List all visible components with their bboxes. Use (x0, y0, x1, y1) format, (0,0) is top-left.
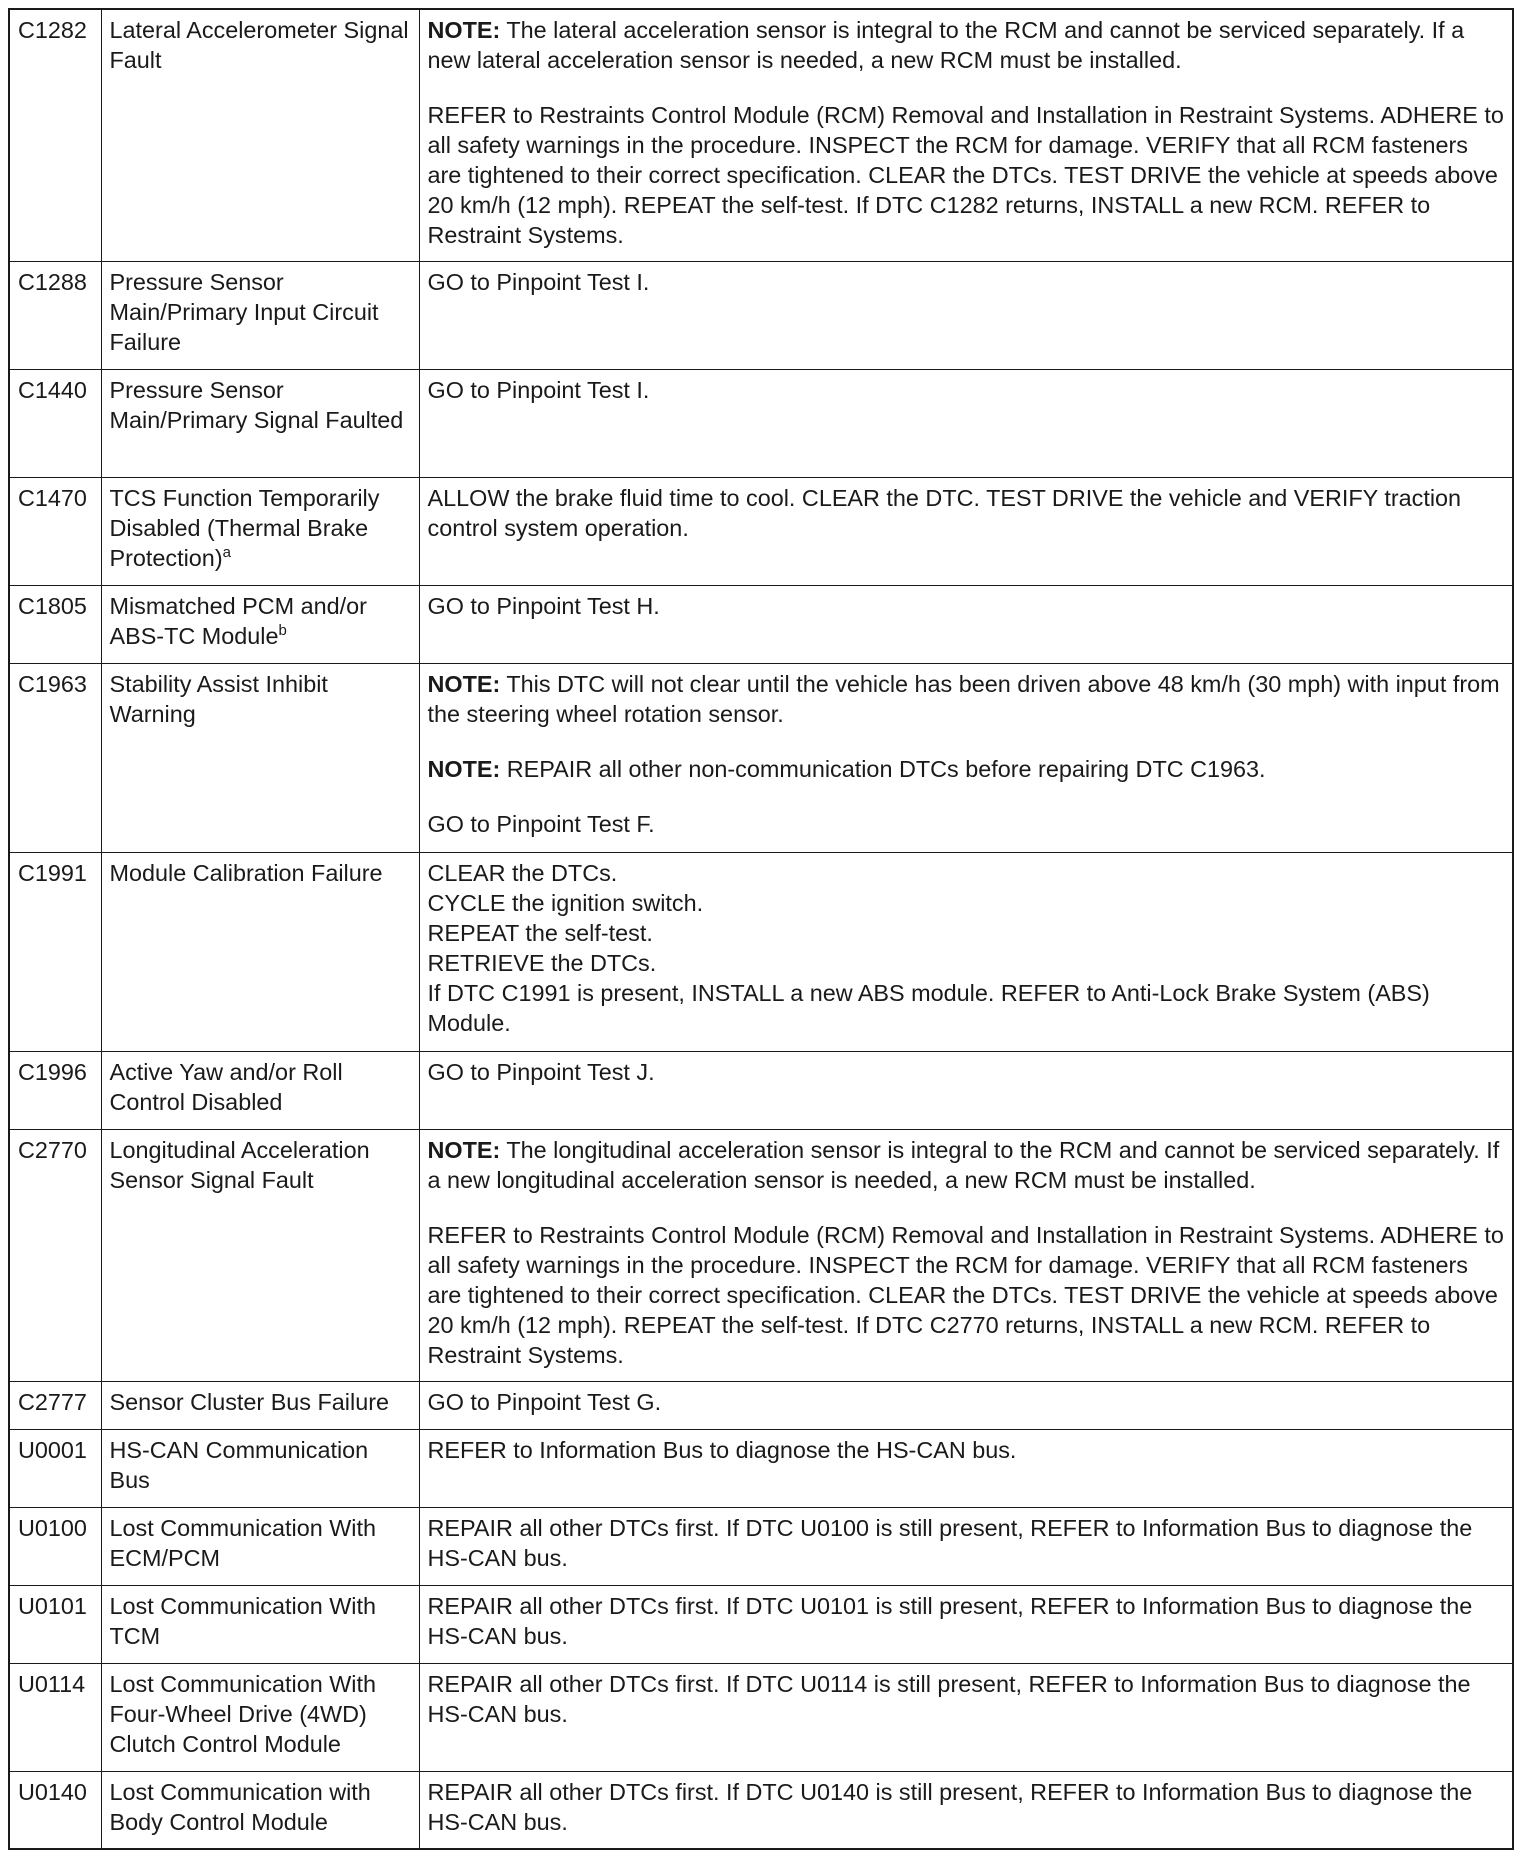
note-text: The lateral acceleration sensor is integral to the RCM and cannot be serviced separately. If a new lateral acceleration sensor is needed, a new RCM must be installed. (427, 17, 1465, 73)
table-row (9, 1051, 1513, 1129)
dtc-code: C1440 (9, 369, 101, 477)
dtc-code: C1996 (9, 1051, 101, 1129)
dtc-description: Lost Communication With Four-Wheel Drive (4WD) Clutch Control Module (101, 1663, 419, 1771)
dtc-description: Module Calibration Failure (101, 852, 419, 1051)
dtc-description: Lost Communication With TCM (101, 1585, 419, 1663)
dtc-description (101, 477, 419, 585)
note-paragraph (428, 15, 1505, 75)
dtc-code: U0001 (9, 1429, 101, 1507)
dtc-description (101, 585, 419, 663)
table-row (9, 1507, 1513, 1585)
table-row (9, 663, 1513, 852)
table-row (9, 261, 1513, 369)
dtc-action: GO to Pinpoint Test H. (419, 585, 1513, 663)
note-paragraph (428, 754, 1505, 784)
table-row (9, 1585, 1513, 1663)
dtc-description: Lost Communication with Body Control Module (101, 1771, 419, 1849)
note-paragraph (428, 1135, 1505, 1195)
dtc-description: Stability Assist Inhibit Warning (101, 663, 419, 852)
dtc-code: C1805 (9, 585, 101, 663)
dtc-action: GO to Pinpoint Test I. (419, 369, 1513, 477)
dtc-action: GO to Pinpoint Test J. (419, 1051, 1513, 1129)
dtc-code: C1963 (9, 663, 101, 852)
dtc-action: GO to Pinpoint Test G. (419, 1381, 1513, 1429)
table-row (9, 852, 1513, 1051)
dtc-description: Lateral Accelerometer Signal Fault (101, 9, 419, 261)
dtc-table (8, 8, 1514, 1850)
dtc-code: C1288 (9, 261, 101, 369)
note-text: REPAIR all other non-communication DTCs before repairing DTC C1963. (500, 755, 1266, 782)
note-label: NOTE: (427, 670, 501, 697)
note-label: NOTE: (427, 755, 501, 782)
note-text: The longitudinal acceleration sensor is integral to the RCM and cannot be serviced separately. If a new longitudinal acceleration sensor is needed, a new RCM must be installed. (427, 1136, 1500, 1193)
dtc-description: Sensor Cluster Bus Failure (101, 1381, 419, 1429)
note-label: NOTE: (427, 17, 501, 43)
table-row (9, 477, 1513, 585)
action-line: CLEAR the DTCs. (427, 859, 618, 886)
dtc-action (419, 9, 1513, 261)
table-row (9, 1129, 1513, 1381)
action-text: REFER to Restraints Control Module (RCM) Removal and Installation in Restraint Systems. ADHERE to all safety warnings in the procedure. INSPECT the RCM for damage. VERIFY that all RCM fasteners are tightened to their correct specification. CLEAR the DTCs. TEST DRIVE the vehicle at speeds above 20 km/h (12 mph). REPEAT the self-test. If DTC C2770 returns, INSTALL a new RCM. REFER to Restraint Systems. (427, 1221, 1504, 1368)
description-text: TCS Function Temporarily Disabled (Thermal Brake Protection) (109, 484, 380, 571)
table-row (9, 585, 1513, 663)
dtc-code: U0100 (9, 1507, 101, 1585)
dtc-action: REPAIR all other DTCs first. If DTC U0114 is still present, REFER to Information Bus to diagnose the HS-CAN bus. (419, 1663, 1513, 1771)
dtc-action (419, 852, 1513, 1051)
dtc-code: C1991 (9, 852, 101, 1051)
dtc-code: C1282 (9, 9, 101, 261)
footnote-marker: b (278, 621, 287, 639)
action-line: RETRIEVE the DTCs. (427, 949, 657, 976)
note-text: This DTC will not clear until the vehicle has been driven above 48 km/h (30 mph) with input from the steering wheel rotation sensor. (427, 670, 1500, 727)
table-row (9, 369, 1513, 477)
dtc-action: REPAIR all other DTCs first. If DTC U0101 is still present, REFER to Information Bus to diagnose the HS-CAN bus. (419, 1585, 1513, 1663)
dtc-description: Pressure Sensor Main/Primary Input Circuit Failure (101, 261, 419, 369)
dtc-action: GO to Pinpoint Test I. (419, 261, 1513, 369)
action-text: REFER to Restraints Control Module (RCM) Removal and Installation in Restraint Systems. ADHERE to all safety warnings in the procedure. INSPECT the RCM for damage. VERIFY that all RCM fasteners are tightened to their correct specification. CLEAR the DTCs. TEST DRIVE the vehicle at speeds above 20 km/h (12 mph). REPEAT the self-test. If DTC C1282 returns, INSTALL a new RCM. REFER to Restraint Systems. (427, 102, 1504, 248)
dtc-description: Lost Communication With ECM/PCM (101, 1507, 419, 1585)
footnote-marker: a (222, 543, 231, 561)
dtc-action (419, 663, 1513, 852)
dtc-description: Pressure Sensor Main/Primary Signal Faulted (101, 369, 419, 477)
dtc-action: REFER to Information Bus to diagnose the HS-CAN bus. (419, 1429, 1513, 1507)
dtc-code: C2777 (9, 1381, 101, 1429)
dtc-action: ALLOW the brake fluid time to cool. CLEAR the DTC. TEST DRIVE the vehicle and VERIFY traction control system operation. (419, 477, 1513, 585)
dtc-description: Active Yaw and/or Roll Control Disabled (101, 1051, 419, 1129)
note-paragraph (428, 669, 1505, 729)
table-row (9, 9, 1513, 261)
table-row (9, 1771, 1513, 1849)
dtc-code: U0140 (9, 1771, 101, 1849)
note-label: NOTE: (427, 1136, 501, 1163)
action-line: REPEAT the self-test. (427, 919, 653, 946)
table-row (9, 1663, 1513, 1771)
action-line: CYCLE the ignition switch. (427, 889, 704, 916)
dtc-action: REPAIR all other DTCs first. If DTC U0140 is still present, REFER to Information Bus to diagnose the HS-CAN bus. (419, 1771, 1513, 1849)
action-text: GO to Pinpoint Test F. (427, 810, 655, 837)
table-row (9, 1381, 1513, 1429)
description-text: Mismatched PCM and/or ABS-TC Module (109, 592, 367, 649)
dtc-code: U0114 (9, 1663, 101, 1771)
dtc-description: Longitudinal Acceleration Sensor Signal Fault (101, 1129, 419, 1381)
action-line: If DTC C1991 is present, INSTALL a new ABS module. REFER to Anti-Lock Brake System (ABS) Module. (427, 979, 1430, 1036)
dtc-code: U0101 (9, 1585, 101, 1663)
dtc-code: C1470 (9, 477, 101, 585)
dtc-code: C2770 (9, 1129, 101, 1381)
dtc-action: REPAIR all other DTCs first. If DTC U0100 is still present, REFER to Information Bus to diagnose the HS-CAN bus. (419, 1507, 1513, 1585)
table-row (9, 1429, 1513, 1507)
dtc-description: HS-CAN Communication Bus (101, 1429, 419, 1507)
dtc-action (419, 1129, 1513, 1381)
